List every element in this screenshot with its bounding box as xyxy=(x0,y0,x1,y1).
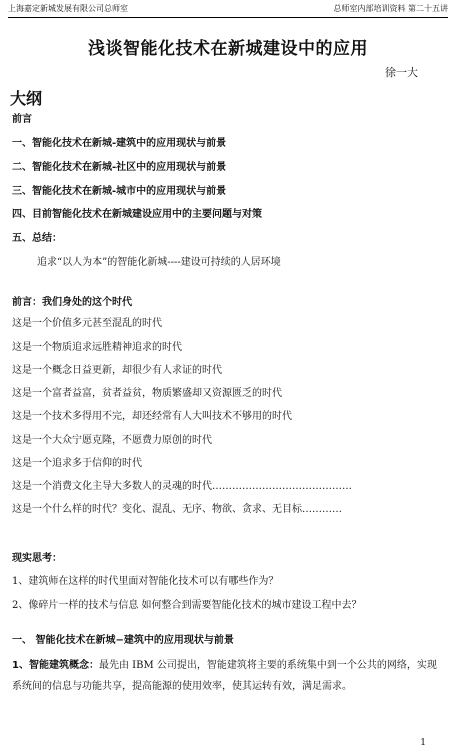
preface-line: 这是一个消费文化主导大多数人的灵魂的时代…………………………………… xyxy=(12,481,352,492)
outline-heading: 大纲 xyxy=(10,89,43,108)
reflection-heading: 现实思考： xyxy=(12,553,62,564)
preface-line: 这是一个什么样的时代？变化、混乱、无序、物欲、贪求、无目标………… xyxy=(12,504,342,515)
preface-line: 这是一个概念日益更新，却很少有人求证的时代 xyxy=(12,365,222,376)
preface-line: 这是一个追求多于信仰的时代 xyxy=(12,458,142,469)
preface-line: 这是一个物质追求远胜精神追求的时代 xyxy=(12,342,182,353)
header-series: 总师室内部培训资料 第二十五讲 xyxy=(333,4,448,13)
page-header xyxy=(8,3,448,18)
preface-line: 这是一个技术多得用不完，却还经常有人大叫技术不够用的时代 xyxy=(12,411,292,422)
preface-line: 这是一个大众宁愿克隆，不愿费力原创的时代 xyxy=(12,435,212,446)
outline-item-1: 一、智能化技术在新城-建筑中的应用现状与前景 xyxy=(12,138,227,149)
smart-building-label: 1、智能建筑概念： xyxy=(12,660,99,671)
preface-heading: 前言：我们身处的这个时代 xyxy=(12,297,132,308)
smart-building-text: 最先由 IBM 公司提出，智能建筑将主要的系统集中到一个公共的网络，实现系统间的信息与功能共享，提高能源的使用效率，使其运转有效，满足需求。 xyxy=(12,660,437,692)
author-name: 徐一大 xyxy=(385,66,418,79)
outline-item-preface: 前言 xyxy=(12,114,32,125)
reflection-question-1: 1、建筑师在这样的时代里面对智能化技术可以有哪些作为？ xyxy=(12,576,279,587)
outline-item-4: 四、目前智能化技术在新城建设应用中的主要问题与对策 xyxy=(12,209,262,220)
outline-item-5: 五、总结： xyxy=(12,233,62,244)
page-number: 1 xyxy=(420,738,426,748)
document-title: 浅谈智能化技术在新城建设中的应用 xyxy=(88,39,368,59)
outline-item-3: 三、智能化技术在新城-城市中的应用现状与前景 xyxy=(12,186,227,197)
reflection-question-2: 2、像碎片一样的技术与信息 如何整合到需要智能化技术的城市建设工程中去？ xyxy=(12,600,362,611)
header-company: 上海嘉定新城发展有限公司总师室 xyxy=(8,4,128,13)
outline-summary: 追求“以人为本”的智能化新城----建设可持续的人居环境 xyxy=(37,257,281,268)
smart-building-paragraph xyxy=(12,655,442,697)
preface-line: 这是一个价值多元甚至混乱的时代 xyxy=(12,318,162,329)
outline-item-2: 二、智能化技术在新城-社区中的应用现状与前景 xyxy=(12,162,227,173)
chapter-1-heading: 一、 智能化技术在新城−建筑中的应用现状与前景 xyxy=(12,635,234,646)
preface-line: 这是一个富者益富，贫者益贫，物质繁盛却又资源匮乏的时代 xyxy=(12,388,282,399)
